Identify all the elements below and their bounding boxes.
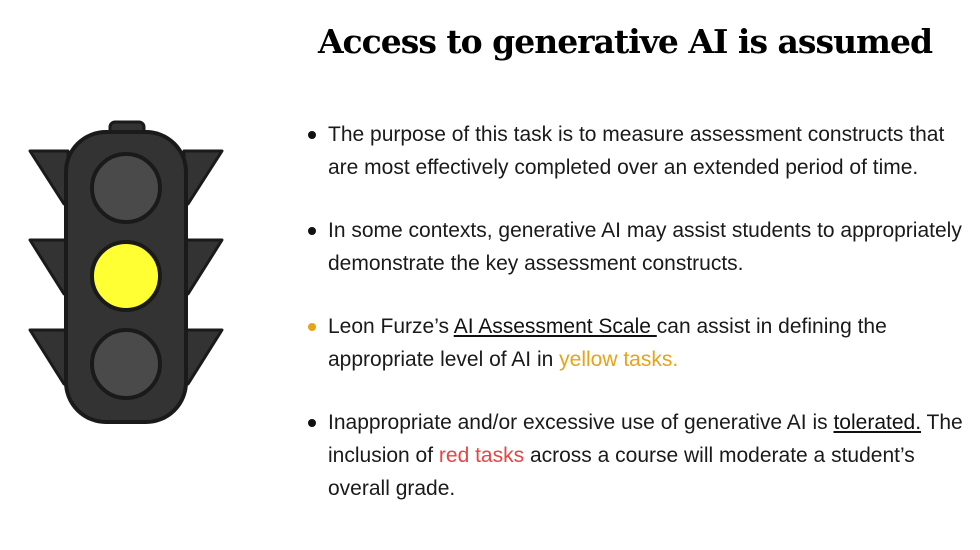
bullet-text: The purpose of this task is to measure assessment constructs that are most effectively completed over an extended period of time. [328,123,945,179]
yellow-lamp [92,242,160,310]
bullet-list [308,118,968,535]
red-tasks-highlight: red tasks [438,444,525,467]
tolerated-link[interactable]: tolerated. [833,411,922,434]
green-lamp [92,330,160,398]
bullet-text-suffix: across a course will moderate a student’s overall grade. [328,444,915,500]
page-title: Access to generative AI is assumed [317,22,933,61]
bullet-text-prefix: Leon Furze’s [328,315,454,338]
bullet-text-prefix: Inappropriate and/or excessive use of generative AI is [328,411,834,434]
bullet-dot-icon [308,323,316,331]
bullet-item [308,310,968,376]
bullet-dot-icon [308,131,316,139]
bullet-item [308,118,968,184]
traffic-light-icon [28,118,228,433]
yellow-tasks-highlight: yellow tasks. [559,348,679,371]
bullet-text: In some contexts, generative AI may assist students to appropriately demonstrate the key assessment constructs. [328,219,962,275]
ai-assessment-scale-link[interactable]: AI Assessment Scale [453,315,657,338]
bullet-text-middle: The inclusion of [328,411,963,467]
bullet-text-middle: can assist in defining the appropriate level of AI in [328,315,887,371]
bullet-dot-icon [308,227,316,235]
bullet-dot-icon [308,419,316,427]
red-lamp [92,154,160,222]
bullet-item [308,214,968,280]
bullet-item [308,406,968,505]
